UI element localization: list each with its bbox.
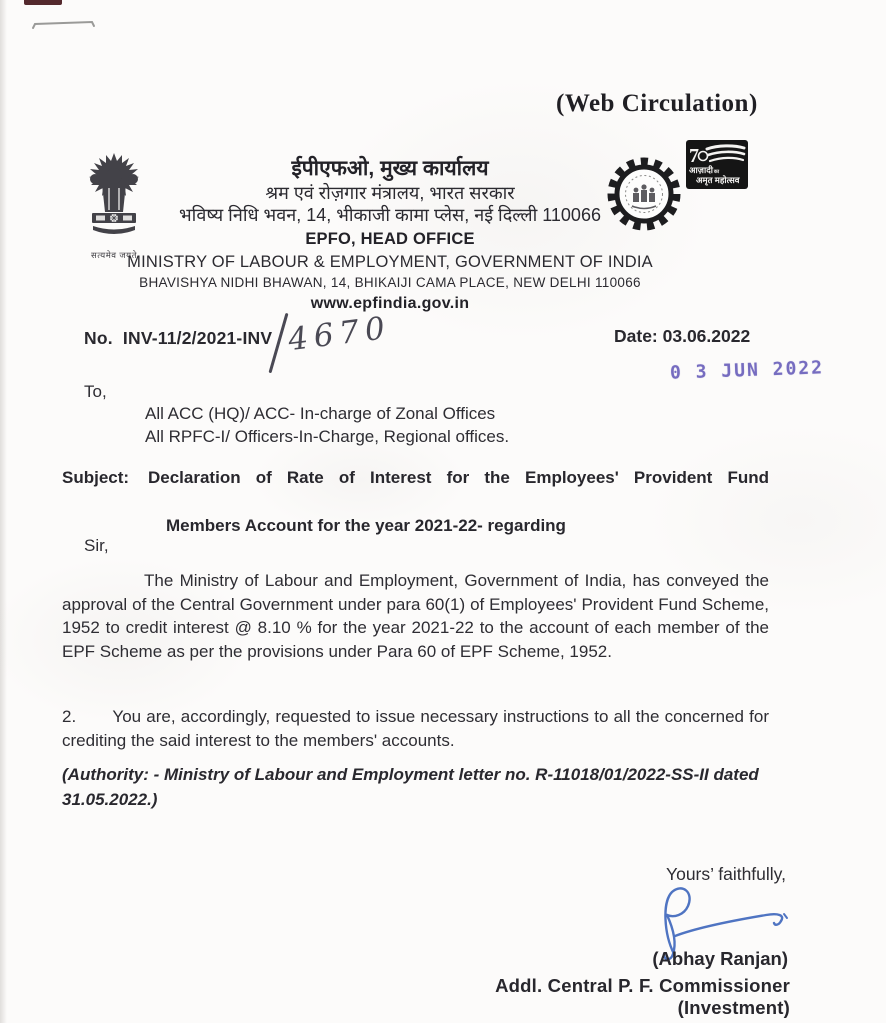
signatory-designation: Addl. Central P. F. Commissioner (Investment) (495, 975, 790, 1018)
signatory-name: (Abhay Ranjan) (652, 948, 788, 969)
epfo-gear-logo-icon (606, 150, 682, 236)
addressee-line-1: All ACC (HQ)/ ACC- In-charge of Zonal Offices (145, 404, 496, 423)
reference-number: No. INV-11/2/2021-INV (84, 328, 273, 348)
body-paragraph-1: The Ministry of Labour and Employment, Government of India, has conveyed the approval of the Central Government under para 60(1) of Employees' Provident Fund Scheme, 1952 to credit interest @ 8.10 % for the year 2021-22 to the account of each member of the EPF Scheme as per the provisions under Para 60 of EPF Scheme, 1952. (62, 571, 769, 661)
handwritten-dispatch-number: 4670 (286, 309, 393, 359)
svg-text:7: 7 (689, 145, 699, 167)
amrit-line2-glyph: अमृत महोत्सव (696, 175, 740, 185)
website-url: www.epfindia.gov.in (310, 295, 470, 312)
staple-mark-icon (30, 18, 100, 34)
valediction: Yours’ faithfully, (666, 864, 786, 884)
date-received-stamp: 0 3 JUN 2022 (669, 357, 825, 384)
subject-line-1: Declaration of Rate of Interest for the Employees' Provident Fund (148, 468, 769, 487)
to-label: To, (84, 382, 107, 401)
ministry-hindi: श्रम एवं रोज़गार मंत्रालय, भारत सरकार (265, 183, 515, 203)
address-line: BHAVISHYA NIDHI BHAWAN, 14, BHIKAIJI CAMA PLACE, NEW DELHI 110066 (139, 275, 641, 290)
org-title: EPFO, HEAD OFFICE (305, 230, 475, 248)
emblem-motto: सत्यमेव जयते (91, 250, 137, 260)
letterhead (110, 156, 670, 313)
amrit-mahotsav-logo (686, 140, 748, 189)
salutation: Sir, (84, 536, 109, 555)
subject-label: Subject: (62, 468, 130, 487)
authority-note: (Authority: - Ministry of Labour and Employment letter no. R-11018/01/2022-SS-II dated 31.05.2022.) (62, 765, 759, 809)
amrit-line1-glyph: आज़ादीका (689, 165, 720, 175)
scan-edge-mark (24, 0, 62, 5)
subject-line-2: Members Account for the year 2021-22- regarding (166, 516, 566, 535)
org-title-hindi: ईपीएफओ, मुख्य कार्यालय (291, 157, 489, 180)
body-paragraph-2: 2. You are, accordingly, requested to issue necessary instructions to all the concerned for crediting the said interest to the members' accounts. (62, 707, 769, 750)
address-hindi: भविष्य निधि भवन, 14, भीकाजी कामा प्लेस, नई दिल्ली 110066 (179, 205, 601, 225)
web-circulation-note: (Web Circulation) (556, 90, 758, 117)
addressee-line-2: All RPFC-I/ Officers-In-Charge, Regional offices. (145, 427, 510, 446)
letter-date: Date: 03.06.2022 (614, 326, 751, 346)
ministry-line: MINISTRY OF LABOUR & EMPLOYMENT, GOVERNMENT OF INDIA (127, 253, 653, 271)
subject-block (62, 466, 769, 538)
